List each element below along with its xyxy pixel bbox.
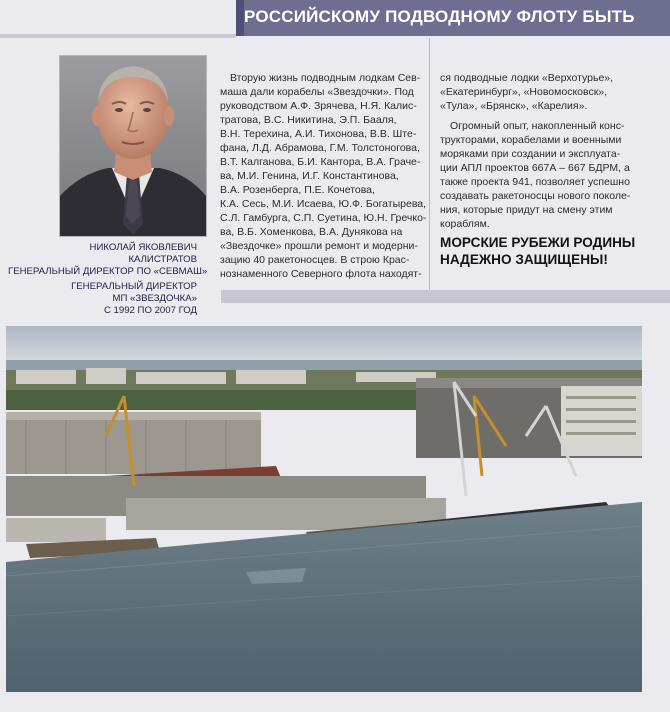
text-line: С.Л. Гамбурга, С.П. Суетина, Ю.Н. Гречко- xyxy=(220,212,427,224)
caption-line: ГЕНЕРАЛЬНЫЙ ДИРЕКТОР ПО «СЕВМАШ» xyxy=(8,266,208,277)
section-footer-band xyxy=(221,290,670,303)
text-line: моряками при создании и эксплуата- xyxy=(440,148,621,160)
text-line: создавать ракетоносцы нового поколе- xyxy=(440,190,631,202)
page-title: РОССИЙСКОМУ ПОДВОДНОМУ ФЛОТУ БЫТЬ xyxy=(244,7,635,26)
caption-line: КАЛИСТРАТОВ xyxy=(128,254,197,265)
column-divider xyxy=(429,38,430,303)
caption-line: НИКОЛАЙ ЯКОВЛЕВИЧ xyxy=(89,242,197,253)
slogan-heading xyxy=(440,234,635,268)
text-line: В.Т. Калганова, Б.И. Кантора, В.А. Граче- xyxy=(220,156,421,168)
caption-line: МП «ЗВЕЗДОЧКА» xyxy=(112,293,197,304)
portrait-photo xyxy=(59,55,207,237)
slogan-line: НАДЕЖНО ЗАЩИЩЕНЫ! xyxy=(440,252,608,267)
text-line: также проекта 941, позволяет успешно xyxy=(440,176,630,188)
text-line: К.А. Сесь, М.И. Исаева, Ю.Ф. Богатырева, xyxy=(220,198,427,210)
shipyard-photo xyxy=(6,326,642,692)
text-line: тратова, В.С. Никитина, Э.П. Бааля, xyxy=(220,114,397,126)
text-line: ва, В.Б. Хоменкова, В.А. Дунякова на xyxy=(220,226,403,238)
text-line: трукторами, корабелами и военными xyxy=(440,134,622,146)
header-accent xyxy=(236,0,244,36)
text-line: ся подводные лодки «Верхотурье», xyxy=(440,72,614,84)
article-column-1 xyxy=(220,71,426,281)
portrait-illustration xyxy=(60,56,206,236)
text-line: маша дали корабелы «Звездочки». Под xyxy=(220,86,414,98)
text-line: нознаменного Северного флота находят- xyxy=(220,268,422,280)
text-line: руководством А.Ф. Зрячева, Н.Я. Калис- xyxy=(220,100,417,112)
portrait-caption xyxy=(8,242,208,317)
caption-line: С 1992 ПО 2007 ГОД xyxy=(103,305,197,316)
text-line: «Екатеринбург», «Новомосковск», xyxy=(440,86,608,98)
text-line: В.А. Розенберга, П.Е. Кочетова, xyxy=(220,184,375,196)
text-line: ции АПЛ проектов 667А – 667 БДРМ, а xyxy=(440,162,630,174)
text-line: зацию 40 ракетоносцев. В строю Крас- xyxy=(220,254,410,266)
text-line: кораблям. xyxy=(440,218,490,230)
text-line: ва, М.И. Генина, И.Г. Константинова, xyxy=(220,170,399,182)
text-line: Вторую жизнь подводным лодкам Сев- xyxy=(230,72,421,84)
text-line: ния, которые придут на смену этим xyxy=(440,204,613,216)
text-line: фана, Л.Д. Абрамова, Г.М. Толстоногова, xyxy=(220,142,420,154)
text-line: «Тула», «Брянск», «Карелия». xyxy=(440,100,588,112)
slogan-line: МОРСКИЕ РУБЕЖИ РОДИНЫ xyxy=(440,235,636,250)
shipyard-illustration xyxy=(6,326,642,692)
text-line: «Звездочке» прошли ремонт и модерни- xyxy=(220,240,418,252)
text-line: В.Н. Терехина, А.И. Тихонова, В.В. Ште- xyxy=(220,128,417,140)
caption-line: ГЕНЕРАЛЬНЫЙ ДИРЕКТОР xyxy=(71,281,197,292)
article-column-2 xyxy=(440,71,665,231)
header-rule xyxy=(0,34,236,38)
text-line: Огромный опыт, накопленный конс- xyxy=(450,120,625,132)
